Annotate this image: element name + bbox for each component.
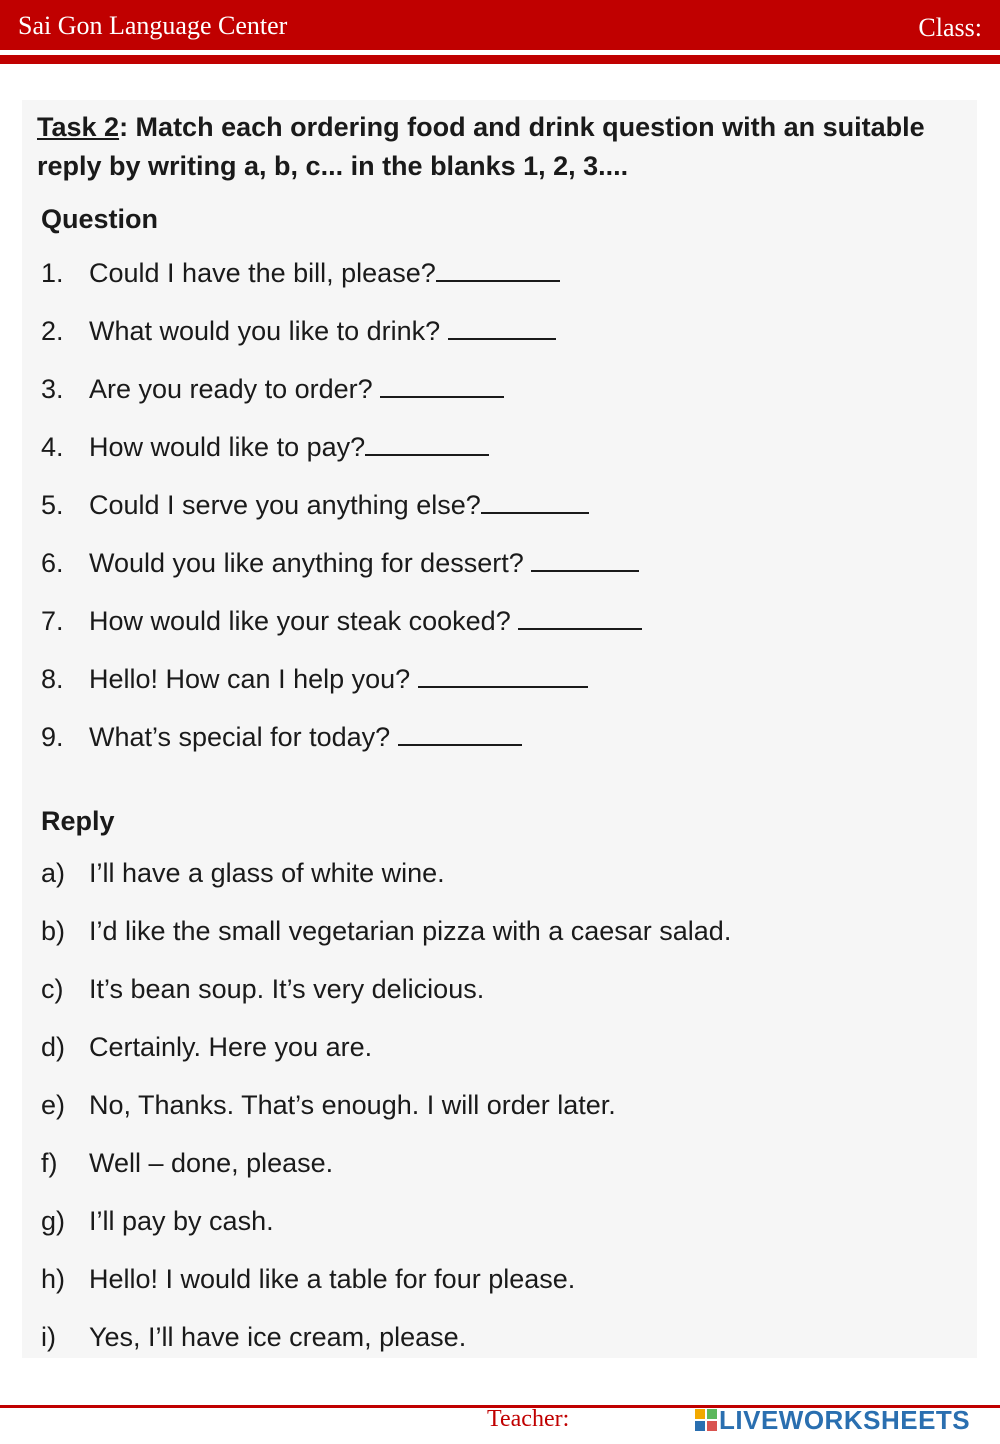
task-label: Task 2	[37, 112, 120, 142]
reply-text: No, Thanks. That’s enough. I will order later.	[89, 1090, 616, 1120]
answer-blank[interactable]	[436, 258, 560, 282]
question-row	[41, 664, 588, 695]
reply-text: Yes, I’ll have ice cream, please.	[89, 1322, 467, 1352]
question-row	[41, 258, 560, 289]
page-header	[0, 0, 1000, 50]
question-title: Question	[41, 204, 159, 234]
reply-title: Reply	[41, 806, 115, 836]
task-text: : Match each ordering food and drink question with an suitable reply by writing a, b, c... in the blanks 1, 2, 3....	[37, 112, 925, 181]
reply-row	[41, 1264, 575, 1295]
task-instruction	[37, 108, 967, 186]
question-text: Hello! How can I help you?	[89, 664, 418, 694]
answer-blank[interactable]	[398, 722, 522, 746]
question-text: How would like to pay?	[89, 432, 366, 462]
liveworksheets-logo-icon	[694, 1408, 718, 1432]
answer-blank[interactable]	[418, 664, 588, 688]
answer-blank[interactable]	[365, 432, 489, 456]
reply-text: I’ll pay by cash.	[89, 1206, 274, 1236]
reply-row	[41, 1322, 466, 1353]
reply-text: Hello! I would like a table for four please.	[89, 1264, 576, 1294]
reply-row	[41, 916, 731, 947]
question-row	[41, 316, 556, 347]
reply-row	[41, 974, 484, 1005]
answer-blank[interactable]	[518, 606, 642, 630]
reply-row	[41, 1032, 372, 1063]
liveworksheets-brand[interactable]: LIVEWORKSHEETS	[719, 1405, 971, 1435]
answer-blank[interactable]	[380, 374, 504, 398]
question-text: What would you like to drink?	[89, 316, 448, 346]
reply-letter: f)	[41, 1148, 58, 1178]
reply-letter: g)	[41, 1206, 66, 1236]
question-number: 4.	[41, 432, 64, 462]
reply-row	[41, 1090, 616, 1121]
question-number: 2.	[41, 316, 64, 346]
reply-letter: h)	[41, 1264, 66, 1294]
reply-letter: i)	[41, 1322, 56, 1352]
reply-letter: b)	[41, 916, 66, 946]
question-text: Are you ready to order?	[89, 374, 381, 404]
header-rule	[0, 55, 1000, 64]
center-name: Sai Gon Language Center	[18, 11, 288, 40]
question-text: What’s special for today?	[89, 722, 398, 752]
question-text: How would like your steak cooked?	[89, 606, 519, 636]
reply-text: It’s bean soup. It’s very delicious.	[89, 974, 485, 1004]
reply-text: Well – done, please.	[89, 1148, 334, 1178]
reply-row	[41, 1148, 333, 1179]
reply-row	[41, 858, 445, 889]
reply-letter: a)	[41, 858, 66, 888]
question-row	[41, 490, 589, 521]
reply-letter: d)	[41, 1032, 66, 1062]
class-label: Class:	[918, 13, 982, 42]
question-number: 5.	[41, 490, 64, 520]
question-number: 6.	[41, 548, 64, 578]
reply-row	[41, 1206, 274, 1237]
question-text: Could I have the bill, please?	[89, 258, 436, 288]
answer-blank[interactable]	[481, 490, 589, 514]
question-row	[41, 606, 642, 637]
question-number: 3.	[41, 374, 64, 404]
answer-blank[interactable]	[448, 316, 556, 340]
question-number: 7.	[41, 606, 64, 636]
reply-letter: c)	[41, 974, 64, 1004]
question-text: Could I serve you anything else?	[89, 490, 481, 520]
answer-blank[interactable]	[531, 548, 639, 572]
reply-letter: e)	[41, 1090, 66, 1120]
question-text: Would you like anything for dessert?	[89, 548, 532, 578]
question-row	[41, 374, 504, 405]
question-number: 8.	[41, 664, 64, 694]
question-number: 1.	[41, 258, 64, 288]
question-row	[41, 722, 522, 753]
question-row	[41, 432, 489, 463]
teacher-label: Teacher:	[487, 1406, 570, 1432]
question-row	[41, 548, 639, 579]
question-number: 9.	[41, 722, 64, 752]
reply-text: I’d like the small vegetarian pizza with a caesar salad.	[89, 916, 732, 946]
reply-text: I’ll have a glass of white wine.	[89, 858, 445, 888]
reply-text: Certainly. Here you are.	[89, 1032, 373, 1062]
